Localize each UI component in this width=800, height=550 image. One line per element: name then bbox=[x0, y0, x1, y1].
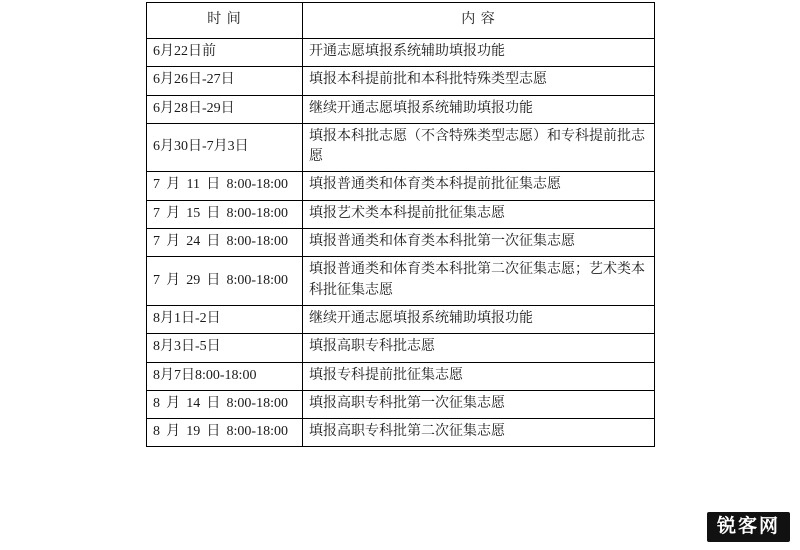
header-cell-time: 时 间 bbox=[147, 3, 303, 39]
table-row bbox=[147, 305, 655, 333]
cell-time: 6月26日-27日 bbox=[147, 67, 303, 95]
cell-content: 填报本科提前批和本科批特殊类型志愿 bbox=[303, 67, 655, 95]
table-row bbox=[147, 362, 655, 390]
cell-time: 7月15日8:00-18:00 bbox=[147, 200, 303, 228]
table-row bbox=[147, 257, 655, 306]
watermark-logo: 锐客网 bbox=[707, 512, 790, 542]
cell-time: 6月28日-29日 bbox=[147, 95, 303, 123]
cell-content: 开通志愿填报系统辅助填报功能 bbox=[303, 39, 655, 67]
cell-content: 填报普通类和体育类本科批第二次征集志愿；艺术类本科批征集志愿 bbox=[303, 257, 655, 306]
table-row bbox=[147, 95, 655, 123]
cell-time: 7月24日8:00-18:00 bbox=[147, 229, 303, 257]
cell-time: 8月1日-2日 bbox=[147, 305, 303, 333]
table-row bbox=[147, 200, 655, 228]
cell-time: 6月30日-7月3日 bbox=[147, 123, 303, 172]
cell-content: 填报专科提前批征集志愿 bbox=[303, 362, 655, 390]
table-row bbox=[147, 334, 655, 362]
cell-content: 填报艺术类本科提前批征集志愿 bbox=[303, 200, 655, 228]
cell-content: 继续开通志愿填报系统辅助填报功能 bbox=[303, 305, 655, 333]
cell-time: 6月22日前 bbox=[147, 39, 303, 67]
cell-content: 填报高职专科批志愿 bbox=[303, 334, 655, 362]
table-row bbox=[147, 67, 655, 95]
cell-time: 7月29日8:00-18:00 bbox=[147, 257, 303, 306]
table-row bbox=[147, 39, 655, 67]
cell-content: 填报普通类和体育类本科提前批征集志愿 bbox=[303, 172, 655, 200]
table-body bbox=[147, 3, 655, 447]
cell-content: 填报高职专科批第二次征集志愿 bbox=[303, 419, 655, 447]
table-row bbox=[147, 390, 655, 418]
cell-time: 7月11日8:00-18:00 bbox=[147, 172, 303, 200]
cell-content: 填报普通类和体育类本科批第一次征集志愿 bbox=[303, 229, 655, 257]
table-row bbox=[147, 229, 655, 257]
cell-content: 填报本科批志愿（不含特殊类型志愿）和专科提前批志愿 bbox=[303, 123, 655, 172]
table-header-row bbox=[147, 3, 655, 39]
volunteer-schedule-table bbox=[146, 2, 655, 447]
header-cell-content: 内 容 bbox=[303, 3, 655, 39]
table-row bbox=[147, 172, 655, 200]
cell-time: 8月14日8:00-18:00 bbox=[147, 390, 303, 418]
cell-content: 继续开通志愿填报系统辅助填报功能 bbox=[303, 95, 655, 123]
table-row bbox=[147, 123, 655, 172]
cell-time: 8月3日-5日 bbox=[147, 334, 303, 362]
cell-time: 8月7日8:00-18:00 bbox=[147, 362, 303, 390]
table-row bbox=[147, 419, 655, 447]
cell-time: 8月19日8:00-18:00 bbox=[147, 419, 303, 447]
cell-content: 填报高职专科批第一次征集志愿 bbox=[303, 390, 655, 418]
